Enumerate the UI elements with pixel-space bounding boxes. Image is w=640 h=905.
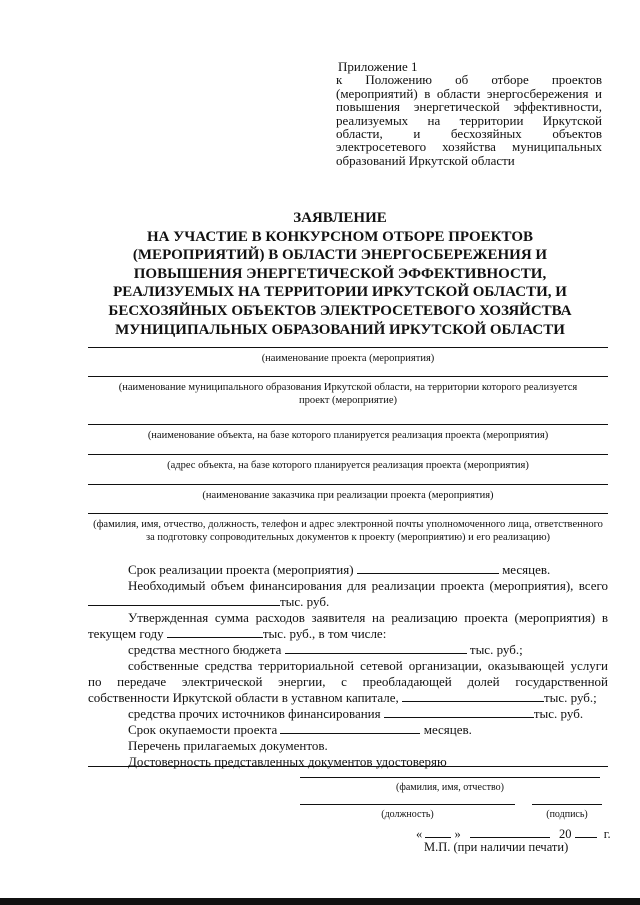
object-address-field[interactable]	[88, 454, 608, 472]
document-title	[90, 209, 590, 339]
term-unit: месяцев.	[502, 562, 551, 577]
title-line-6: БЕСХОЗЯЙНЫХ ОБЪЕКТОВ ЭЛЕКТРОСЕТЕВОГО ХОЗЯЙСТВА	[108, 302, 572, 319]
title-line-4: ПОВЫШЕНИЯ ЭНЕРГЕТИЧЕСКОЙ ЭФФЕКТИВНОСТИ,	[133, 265, 547, 282]
title-line-2: НА УЧАСТИЕ В КОНКУРСНОМ ОТБОРЕ ПРОЕКТОВ	[146, 228, 534, 245]
attachments-row: Перечень прилагаемых документов.	[128, 738, 328, 753]
date-open-quote: «	[416, 827, 423, 841]
funding-row: Необходимый объем финансирования для реализации проекта (мероприятия), всего	[128, 578, 608, 593]
approved-label: текущем году	[88, 626, 164, 641]
own-funds-row-3	[88, 690, 608, 706]
title-line-3: (МЕРОПРИЯТИЙ) В ОБЛАСТИ ЭНЕРГОСБЕРЕЖЕНИЯ И	[132, 247, 548, 264]
title-line-7: МУНИЦИПАЛЬНЫХ ОБРАЗОВАНИЙ ИРКУТСКОЙ ОБЛАСТИ	[115, 321, 565, 338]
project-name-line[interactable]	[88, 347, 608, 348]
object-name-line[interactable]	[88, 424, 608, 425]
payback-row	[88, 722, 608, 738]
annex-reference: к Положению об отборе проектов (мероприятий) в области энергосбережения и повышения энергетической эффективности, реализуемых на территории Иркутской области, и бесхозяйных объектов электросетевого хозяйства муниципальных образований Иркутской области	[336, 72, 602, 168]
authorized-person-hint: (фамилия, имя, отчество, должность, телефон и адрес электронной почты уполномоченного лица, ответственного за подготовку сопроводительных документов к проекту (мероприятию) и его реализацию)	[93, 519, 603, 543]
date-day-blank[interactable]	[425, 826, 451, 838]
application-body	[88, 562, 608, 770]
funding-blank[interactable]	[88, 594, 280, 606]
date-month-blank[interactable]	[470, 826, 550, 838]
municipality-line[interactable]	[88, 376, 608, 377]
object-address-line[interactable]	[88, 454, 608, 455]
position-line[interactable]	[300, 804, 515, 805]
stamp-note: М.П. (при наличии печати)	[424, 840, 569, 854]
approved-unit: тыс. руб., в том числе:	[262, 626, 387, 641]
other-sources-unit: тыс. руб.	[533, 706, 584, 721]
approved-row-2	[88, 626, 608, 642]
local-budget-blank[interactable]	[285, 642, 467, 654]
date-year-prefix: 20	[559, 827, 572, 841]
approved-blank[interactable]	[167, 626, 263, 638]
project-name-field[interactable]	[88, 347, 608, 365]
payback-label: Срок окупаемости проекта	[128, 722, 278, 737]
authorized-person-field[interactable]	[88, 513, 608, 544]
municipality-field[interactable]	[88, 376, 608, 407]
own-funds-row-2: по передаче электрической энергии, с преобладающей долей государственной	[88, 674, 608, 689]
approved-row: Утвержденная сумма расходов заявителя на реализацию проекта (мероприятия) в	[128, 610, 608, 625]
payback-blank[interactable]	[280, 722, 420, 734]
customer-line[interactable]	[88, 484, 608, 485]
fio-line[interactable]	[300, 777, 600, 778]
term-blank[interactable]	[357, 562, 499, 574]
other-sources-label: средства прочих источников финансирования	[128, 706, 381, 721]
customer-hint: (наименование заказчика при реализации проекта (мероприятия)	[202, 490, 494, 501]
object-address-hint: (адрес объекта, на базе которого планируется реализация проекта (мероприятия)	[167, 460, 529, 471]
local-budget-row	[88, 642, 608, 658]
title-line-5: РЕАЛИЗУЕМЫХ НА ТЕРРИТОРИИ ИРКУТСКОЙ ОБЛАСТИ, И	[113, 284, 567, 301]
date-year-suffix: г.	[603, 827, 611, 841]
own-funds-label: собственности Иркутской области в уставном капитале,	[88, 690, 399, 705]
municipality-hint: (наименование муниципального образования Иркутской области, на территории которого реализуется проект (мероприятие)	[118, 382, 578, 406]
project-name-hint: (наименование проекта (мероприятия)	[261, 353, 435, 364]
signature-line[interactable]	[532, 804, 602, 805]
other-sources-blank[interactable]	[384, 706, 534, 718]
term-row	[88, 562, 608, 578]
object-name-hint: (наименование объекта, на базе которого планируется реализация проекта (мероприятия)	[147, 430, 549, 441]
own-funds-blank[interactable]	[402, 690, 544, 702]
title-line-1: ЗАЯВЛЕНИЕ	[293, 210, 387, 226]
object-name-field[interactable]	[88, 424, 608, 442]
signature-hint: (подпись)	[546, 809, 588, 820]
payback-unit: месяцев.	[423, 722, 472, 737]
funding-unit: тыс. руб.	[280, 594, 330, 609]
own-funds-row-1: собственные средства территориальной сетевой организации, оказывающей услуги	[128, 658, 608, 673]
customer-field[interactable]	[88, 484, 608, 502]
funding-row-2	[88, 594, 608, 610]
term-label: Срок реализации проекта (мероприятия)	[128, 562, 354, 577]
certify-row: Достоверность представленных документов удостоверяю	[128, 754, 447, 769]
own-funds-unit: тыс. руб.;	[543, 690, 597, 705]
authorized-person-line[interactable]	[88, 513, 608, 514]
date-close-quote: »	[454, 827, 461, 841]
certifier-line[interactable]	[88, 766, 608, 767]
annex-heading: Приложение 1	[338, 59, 418, 74]
local-budget-label: средства местного бюджета	[128, 642, 282, 657]
scan-edge-band	[0, 898, 640, 905]
date-year-blank[interactable]	[575, 826, 597, 838]
fio-hint: (фамилия, имя, отчество)	[396, 782, 504, 793]
annex-header	[336, 60, 602, 167]
other-sources-row	[88, 706, 608, 722]
local-budget-unit: тыс. руб.;	[469, 642, 523, 657]
position-hint: (должность)	[381, 809, 434, 820]
